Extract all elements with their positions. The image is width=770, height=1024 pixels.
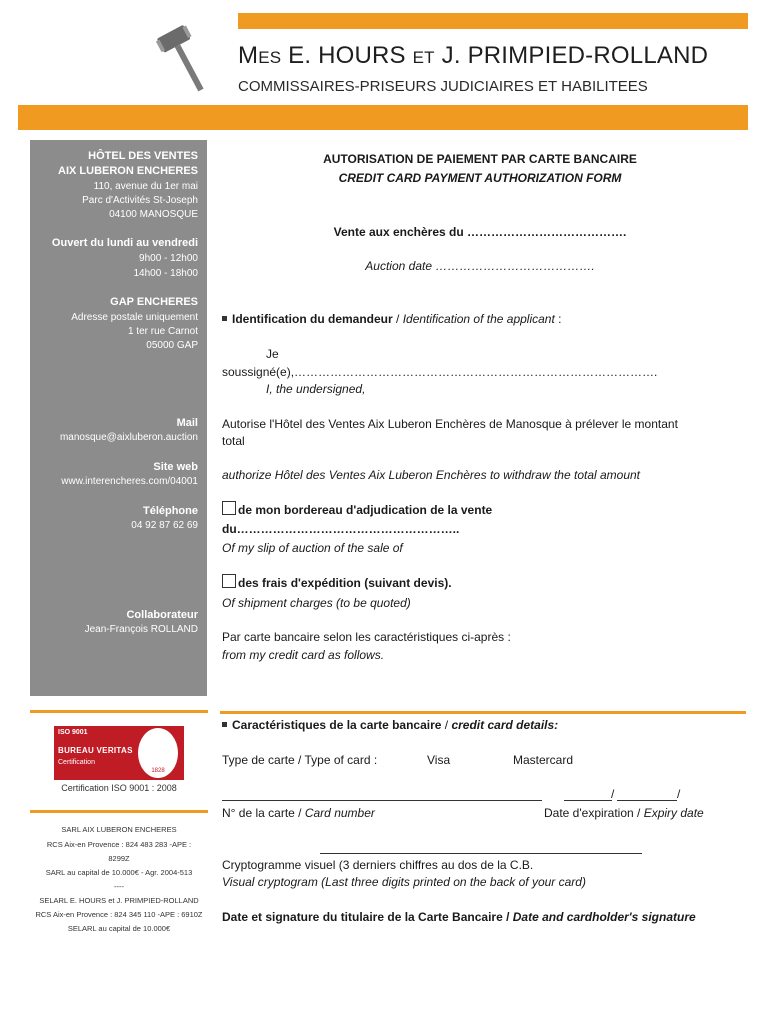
slip-option[interactable]: de mon bordereau d'adjudication de la vente (222, 501, 492, 517)
mail-label: Mail (176, 417, 198, 429)
slip-en: Of my slip of auction of the sale of (222, 541, 403, 555)
header-orange-bar (18, 105, 748, 130)
gap-line3: 05000 GAP (146, 340, 198, 351)
cryptogram-label-en: Visual cryptogram (Last three digits printed on the back of your card) (222, 875, 586, 889)
legal-line8: SELARL au capital de 10.000€ (67, 924, 171, 933)
legal-line3: 8299Z (108, 854, 130, 863)
legal-line5: ---- (114, 882, 124, 891)
cert-divider-bottom (30, 810, 208, 813)
card-details-heading: Caractéristiques de la carte bancaire / credit card details: (222, 718, 558, 732)
gap-line1: Adresse postale uniquement (71, 312, 198, 323)
signature-field[interactable]: Date et signature du titulaire de la Carte Bancaire / Date and cardholder's signature (222, 910, 696, 924)
bureau-veritas-logo: ISO 9001 BUREAU VERITAS Certification 1828 (54, 726, 184, 780)
hotel-name-line2: AIX LUBERON ENCHERES (58, 165, 198, 177)
collaborator-name: Jean-François ROLLAND (84, 624, 198, 635)
cert-divider-top (30, 710, 208, 713)
top-accent-bar (238, 13, 748, 29)
auction-date-field[interactable]: Auction date …………………………………. (365, 259, 595, 273)
expiry-month-input[interactable] (564, 800, 612, 801)
contact-sidebar (30, 140, 207, 696)
website-label: Site web (153, 461, 198, 473)
page-subtitle: COMMISSAIRES-PRISEURS JUDICIAIRES ET HABILITEES (238, 78, 648, 95)
expiry-year-input[interactable] (617, 800, 677, 801)
gap-title: GAP ENCHERES (110, 296, 198, 308)
phone-value: 04 92 87 62 69 (131, 520, 198, 531)
shipping-option[interactable]: des frais d'expédition (suivant devis). (222, 574, 452, 590)
undersigned-field[interactable]: soussigné(e),………………………………………………………………………………. (222, 365, 658, 379)
authorize-text-line1: Autorise l'Hôtel des Ventes Aix Luberon Enchères de Manosque à prélever le montant (222, 417, 678, 431)
card-type-label: Type de carte / Type of card : (222, 753, 378, 767)
cryptogram-label-fr: Cryptogramme visuel (3 derniers chiffres au dos de la C.B. (222, 858, 534, 872)
undersigned-en: I, the undersigned, (266, 382, 366, 396)
phone-label: Téléphone (142, 505, 198, 517)
authorize-text-en: authorize Hôtel des Ventes Aix Luberon Enchères to withdraw the total amount (222, 468, 641, 482)
bureau-veritas-seal-icon: 1828 (136, 726, 180, 780)
sale-date-field[interactable]: Vente aux enchères du …………………………………. (333, 225, 627, 239)
card-intro-fr: Par carte bancaire selon les caractéristiques ci-après : (222, 630, 511, 644)
collaborator-label: Collaborateur (126, 609, 198, 621)
applicant-identification-heading: Identification du demandeur / Identification of the applicant : (222, 312, 561, 326)
bullet-square-icon (222, 722, 227, 727)
shipping-checkbox[interactable] (222, 574, 236, 588)
address-line2: Parc d'Activités St-Joseph (82, 195, 198, 206)
expiry-slash: / (611, 787, 615, 801)
legal-line6: SELARL E. HOURS et J. PRIMPIED-ROLLAND (39, 896, 199, 905)
hotel-name-line1: HÔTEL DES VENTES (88, 150, 198, 162)
authorize-text-line2: total (222, 434, 245, 448)
page-title: MES E. HOURS ET J. PRIMPIED-ROLLAND (238, 42, 709, 69)
website-link[interactable]: www.interencheres.com/04001 (61, 476, 198, 487)
slip-checkbox[interactable] (222, 501, 236, 515)
hours-morning: 9h00 - 12h00 (139, 253, 198, 264)
card-number-label: N° de la carte / Card number (222, 806, 375, 820)
address-line1: 110, avenue du 1er mai (93, 181, 198, 192)
expiry-label: Date d'expiration / Expiry date (544, 806, 704, 820)
cert-caption: Certification ISO 9001 : 2008 (61, 783, 177, 793)
bullet-square-icon (222, 316, 227, 321)
hours-afternoon: 14h00 - 18h00 (133, 268, 198, 279)
section-divider (220, 711, 746, 714)
expiry-slash-end: / (677, 787, 681, 801)
mail-link[interactable]: manosque@aixluberon.auction (59, 432, 198, 443)
card-number-input[interactable] (222, 800, 542, 801)
mastercard-option[interactable]: Mastercard (513, 753, 574, 767)
address-line3: 04100 MANOSQUE (109, 209, 198, 220)
sale-of-field[interactable]: du……………………………………………….. (222, 522, 460, 536)
visa-option[interactable]: Visa (427, 753, 451, 767)
card-intro-en: from my credit card as follows. (222, 648, 385, 662)
je-label: Je (266, 347, 279, 361)
legal-line1: SARL AIX LUBERON ENCHERES (61, 825, 177, 834)
form-title-fr: AUTORISATION DE PAIEMENT PAR CARTE BANCAIRE (323, 152, 637, 166)
gap-line2: 1 ter rue Carnot (127, 326, 198, 337)
gavel-logo-icon (150, 20, 220, 100)
legal-line2: RCS Aix-en Provence : 824 483 283 -APE : (46, 840, 192, 849)
opening-days: Ouvert du lundi au vendredi (51, 237, 198, 249)
legal-line7: RCS Aix-en Provence : 824 345 110 -APE : 6910Z (35, 910, 203, 919)
legal-line4: SARL au capital de 10.000€ - Agr. 2004-513 (45, 868, 193, 877)
form-title-en: CREDIT CARD PAYMENT AUTHORIZATION FORM (338, 171, 622, 185)
cryptogram-input[interactable] (320, 853, 642, 854)
shipping-en: Of shipment charges (to be quoted) (222, 596, 411, 610)
